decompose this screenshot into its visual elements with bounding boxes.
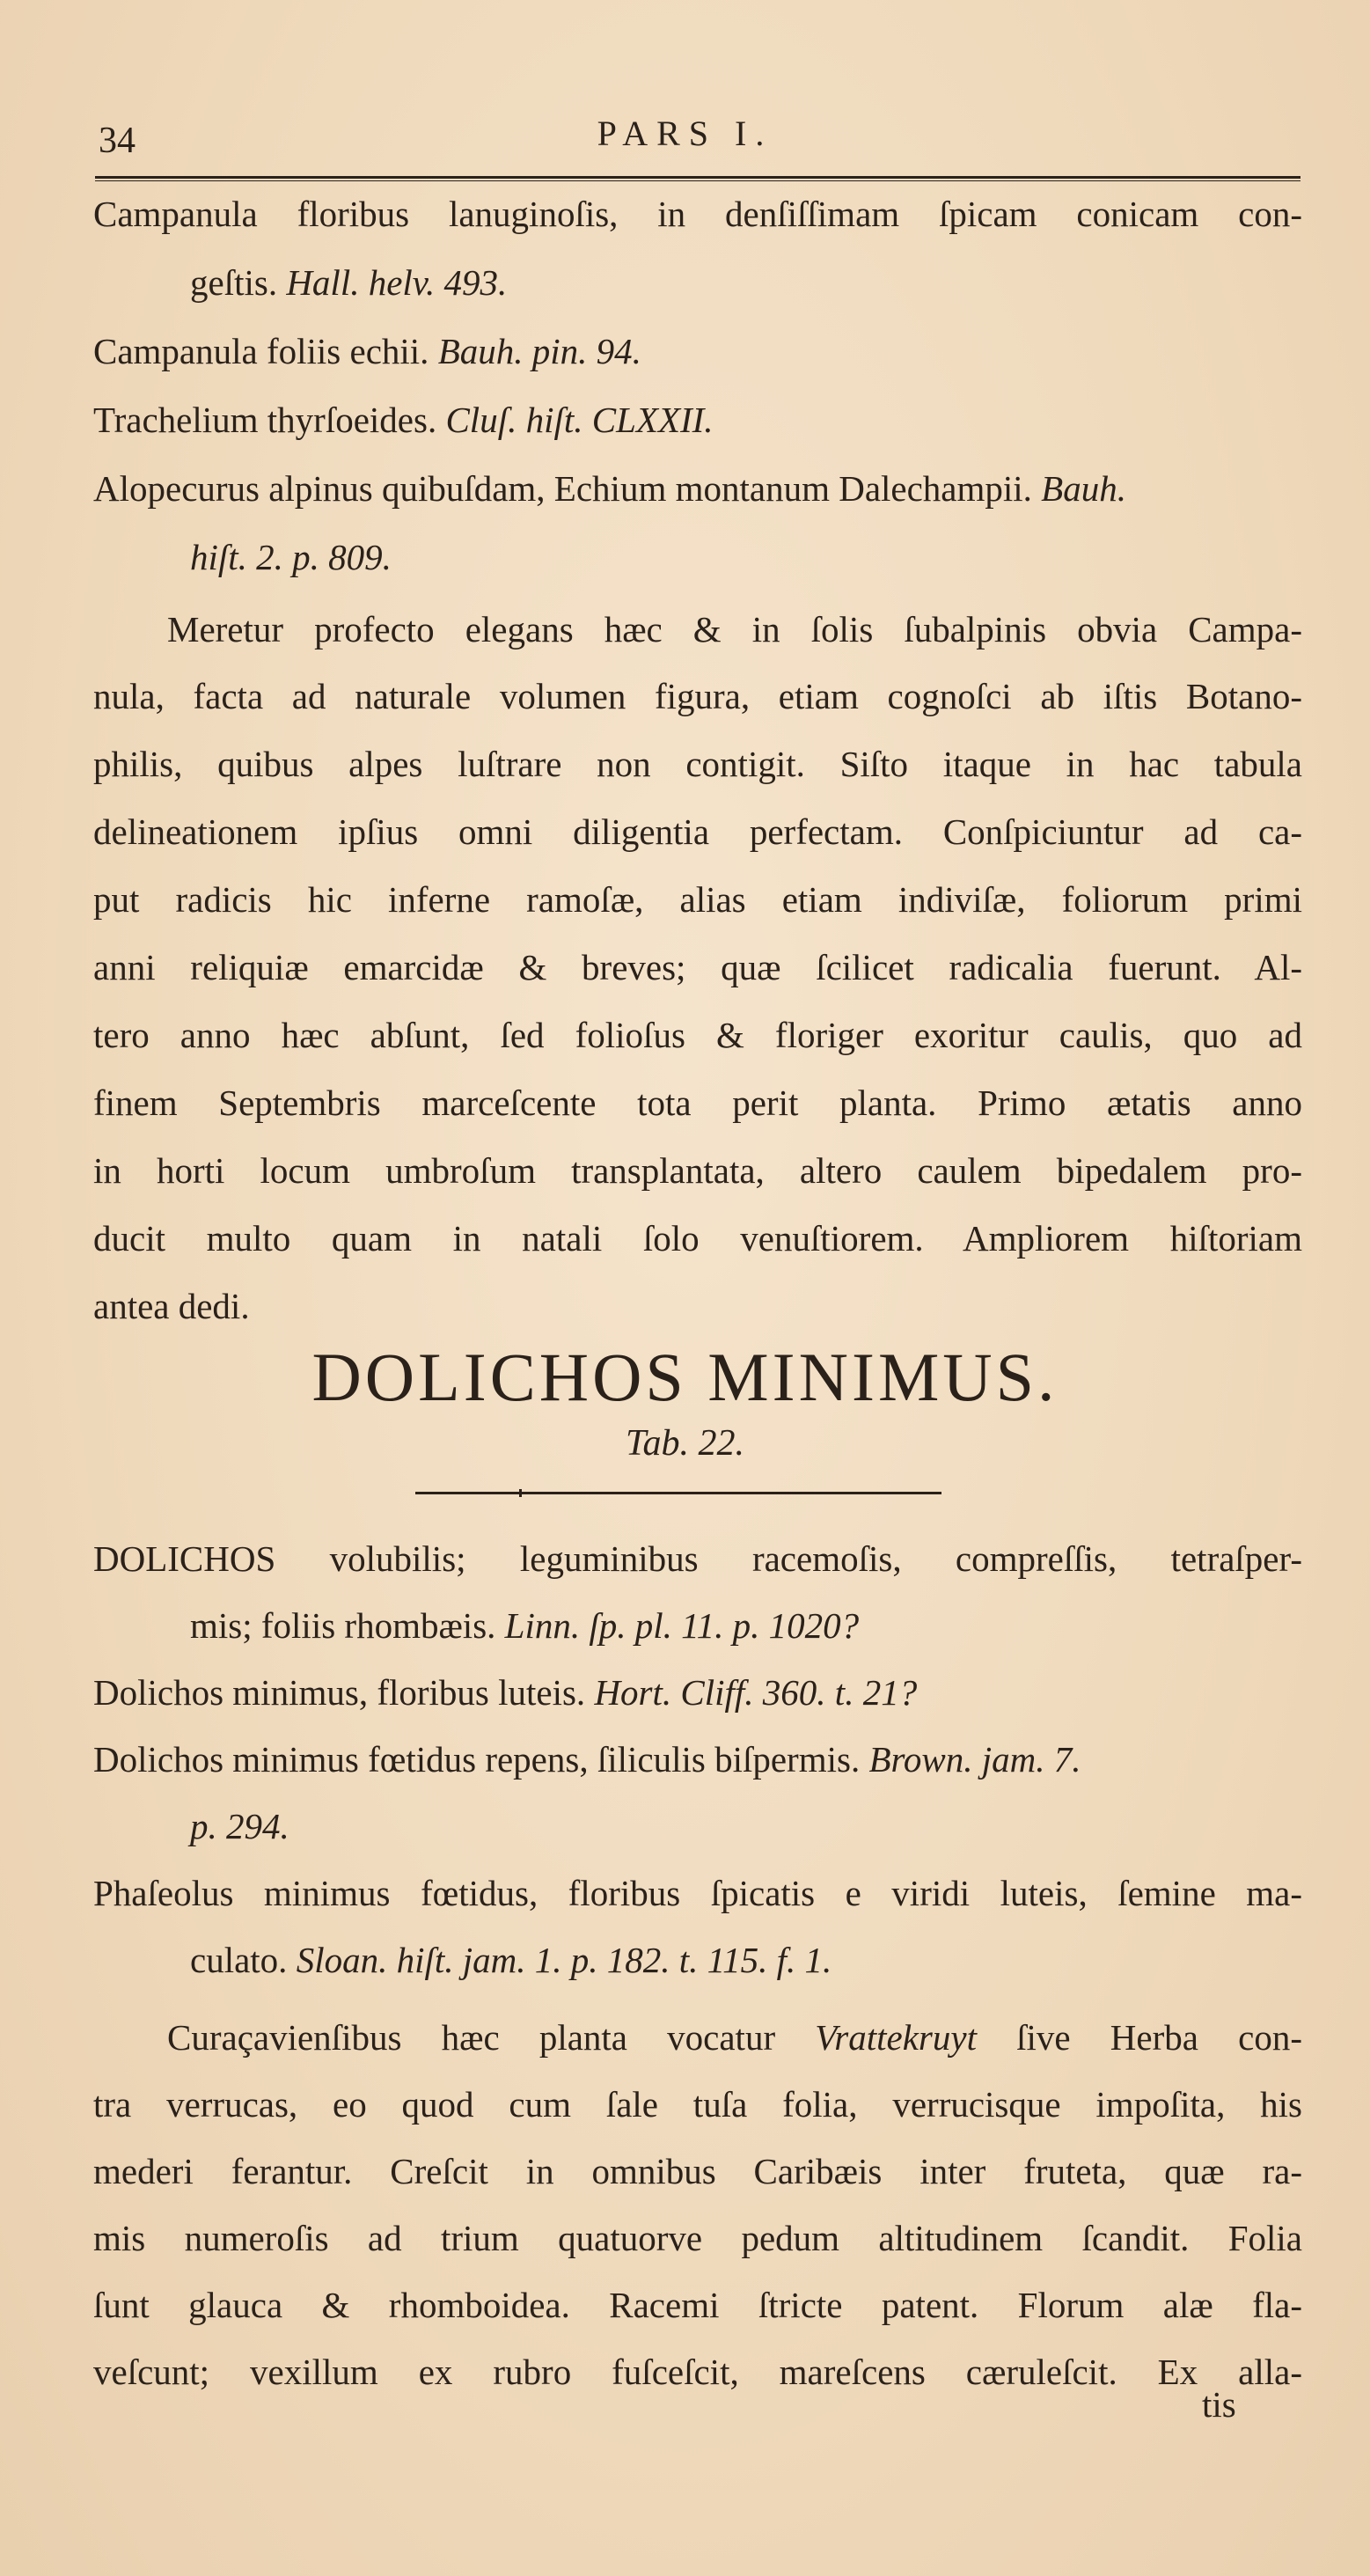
paragraph-line: anni reliquiæ emarcidæ & breves; quæ ſcilicet radicalia fuerunt. Al- (93, 947, 1302, 987)
synonym-line: Phaſeolus minimus fœtidus, floribus ſpicatis e viridi luteis, ſemine ma- (93, 1873, 1302, 1913)
synonym-line: Trachelium thyrſoeides. Cluſ. hiſt. CLXXII. (93, 400, 714, 440)
synonym-line: mis; foliis rhombæis. Linn. ſp. pl. 11. p. 1020? (190, 1605, 860, 1646)
paragraph-line: ducit multo quam in natali ſolo venuſtiorem. Ampliorem hiſtoriam (93, 1218, 1302, 1259)
paragraph-line: Curaçavienſibus hæc planta vocatur Vrattekruyt ſive Herba con- (167, 2017, 1302, 2058)
page-number: 34 (99, 121, 136, 161)
paragraph-line: philis, quibus alpes luſtrare non contigit. Siſto itaque in hac tabula (93, 744, 1302, 784)
synonym-line: Campanula floribus lanuginoſis, in denſiſſimam ſpicam conicam con- (93, 194, 1302, 234)
synonym-line: Alopecurus alpinus quibuſdam, Echium montanum Dalechampii. Bauh. (93, 468, 1126, 509)
synonym-line: p. 294. (190, 1806, 289, 1846)
synonym-line: geſtis. Hall. helv. 493. (190, 262, 508, 303)
paragraph-line: veſcunt; vexillum ex rubro fuſceſcit, mareſcens cæruleſcit. Ex alla- (93, 2352, 1302, 2392)
paragraph-line: tero anno hæc abſunt, ſed folioſus & floriger exoritur caulis, quo ad (93, 1015, 1302, 1055)
paragraph-line: Meretur profecto elegans hæc & in ſolis ſubalpinis obvia Campa- (167, 609, 1302, 650)
paragraph-line: tra verrucas, eo quod cum ſale tuſa folia, verrucisque impoſita, his (93, 2084, 1302, 2125)
paragraph-line: finem Septembris marceſcente tota perit planta. Primo ætatis anno (93, 1083, 1302, 1123)
section-rule (415, 1492, 941, 1494)
catchword: tis (1202, 2384, 1236, 2425)
paragraph-line: antea dedi. (93, 1286, 250, 1326)
paragraph-line: delineationem ipſius omni diligentia perfectam. Conſpiciuntur ad ca- (93, 811, 1302, 852)
section-subtitle: Tab. 22. (625, 1423, 744, 1464)
running-head: PARS I. (597, 114, 773, 153)
paragraph-line: mederi ferantur. Creſcit in omnibus Caribæis inter fruteta, quæ ra- (93, 2151, 1302, 2191)
synonym-line: culato. Sloan. hiſt. jam. 1. p. 182. t. 115. f. 1. (190, 1940, 832, 1980)
page-header (0, 113, 1370, 165)
section-title: DOLICHOS MINIMUS. (311, 1339, 1059, 1415)
synonym-line: Dolichos minimus fœtidus repens, ſiliculis biſpermis. Brown. jam. 7. (93, 1739, 1081, 1780)
paragraph-line: in horti locum umbroſum transplantata, altero caulem bipedalem pro- (93, 1150, 1302, 1191)
synonym-line: hiſt. 2. p. 809. (190, 537, 392, 577)
paragraph-line: ſunt glauca & rhomboidea. Racemi ſtricte patent. Florum alæ fla- (93, 2285, 1302, 2325)
header-rule (95, 176, 1300, 181)
paragraph-line: mis numeroſis ad trium quatuorve pedum altitudinem ſcandit. Folia (93, 2218, 1302, 2258)
paragraph-line: put radicis hic inferne ramoſæ, alias etiam indiviſæ, foliorum primi (93, 879, 1302, 920)
synonym-line: DOLICHOS volubilis; leguminibus racemoſis, compreſſis, tetraſper- (93, 1538, 1302, 1579)
synonym-line: Campanula foliis echii. Bauh. pin. 94. (93, 331, 641, 371)
paragraph-line: nula, facta ad naturale volumen figura, etiam cognoſci ab iſtis Botano- (93, 676, 1302, 716)
synonym-line: Dolichos minimus, floribus luteis. Hort. Cliff. 360. t. 21? (93, 1672, 918, 1713)
